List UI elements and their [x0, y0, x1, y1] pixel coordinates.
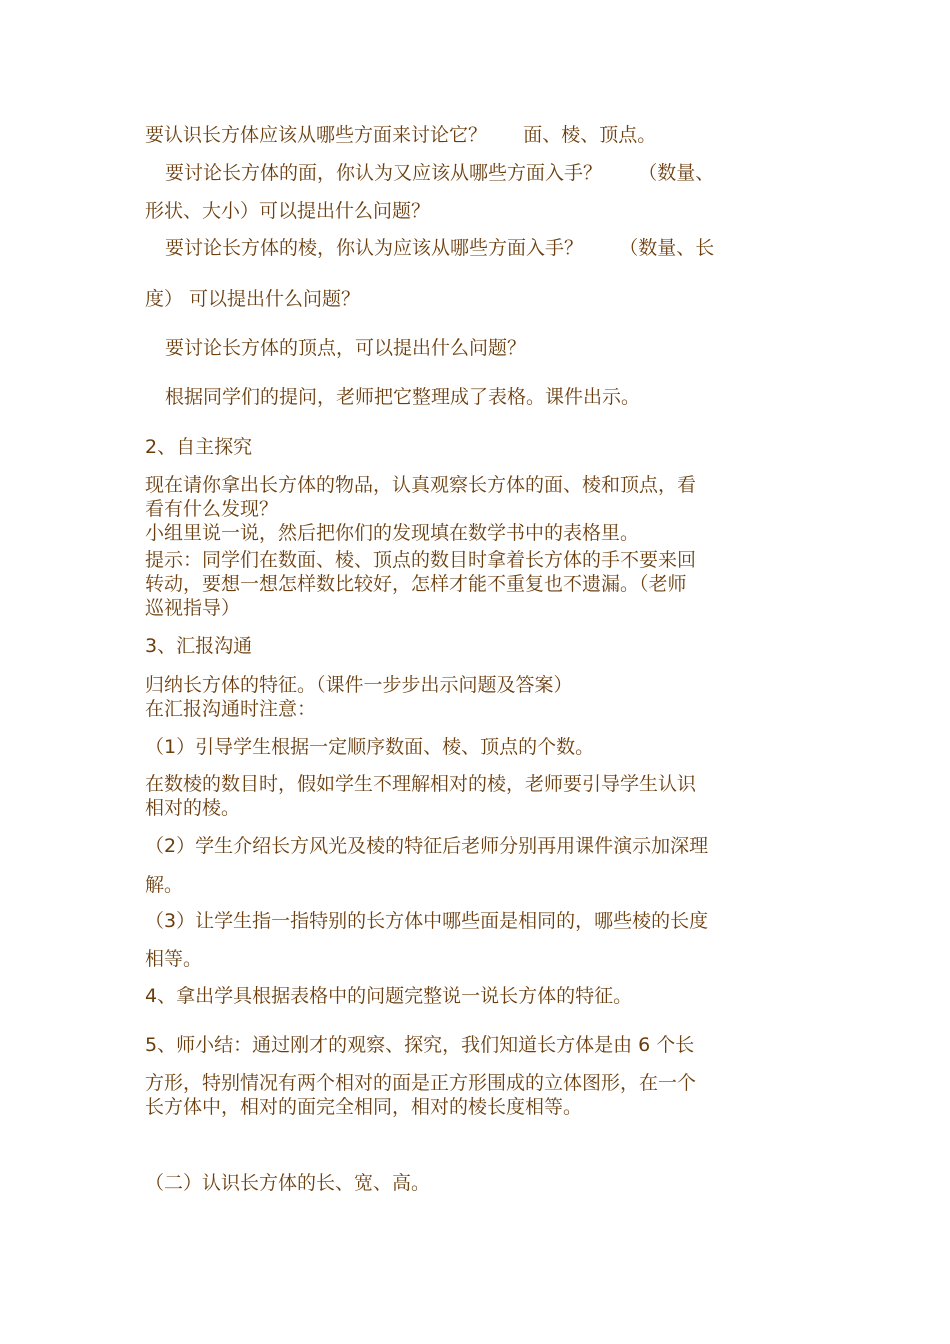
paragraph-line: 要讨论长方体的顶点，可以提出什么问题？: [165, 337, 527, 359]
section-heading: 5、师小结：通过刚才的观察、探究，我们知道长方体是由 6 个长: [145, 1034, 695, 1056]
paragraph-line: 相对的棱。: [145, 797, 241, 819]
paragraph-line: 形状、大小）可以提出什么问题？: [145, 200, 431, 222]
section-heading: 4、拿出学具根据表格中的问题完整说一说长方体的特征。: [145, 985, 633, 1007]
paragraph-line: 要讨论长方体的面，你认为又应该从哪些方面入手？ （数量、: [165, 162, 715, 184]
paragraph-line: （3）让学生指一指特别的长方体中哪些面是相同的，哪些棱的长度: [145, 910, 709, 932]
paragraph-line: 小组里说一说，然后把你们的发现填在数学书中的表格里。: [145, 522, 640, 544]
section-heading: （二）认识长方体的长、宽、高。: [145, 1172, 431, 1194]
paragraph-line: 方形，特别情况有两个相对的面是正方形围成的立体图形，在一个: [145, 1072, 697, 1094]
paragraph-line: 转动，要想一想怎样数比较好，怎样才能不重复也不遗漏。（老师: [145, 573, 687, 595]
paragraph-line: 现在请你拿出长方体的物品，认真观察长方体的面、棱和顶点，看: [145, 474, 697, 496]
paragraph-line: 归纳长方体的特征。（课件一步步出示问题及答案）: [145, 674, 573, 696]
paragraph-line: （2）学生介绍长方风光及棱的特征后老师分别再用课件演示加深理: [145, 835, 709, 857]
paragraph-line: 要讨论长方体的棱，你认为应该从哪些方面入手？ （数量、长: [165, 237, 715, 259]
paragraph-line: （1）引导学生根据一定顺序数面、棱、顶点的个数。: [145, 736, 595, 758]
paragraph-line: 在数棱的数目时，假如学生不理解相对的棱，老师要引导学生认识: [145, 773, 697, 795]
section-heading: 2、自主探究: [145, 436, 253, 458]
paragraph-line: 相等。: [145, 948, 203, 970]
paragraph-line: 巡视指导）: [145, 597, 241, 619]
section-heading: 3、汇报沟通: [145, 635, 253, 657]
paragraph-line: 提示：同学们在数面、棱、顶点的数目时拿着长方体的手不要来回: [145, 549, 697, 571]
paragraph-line: 解。: [145, 874, 184, 896]
paragraph-line: 看有什么发现？: [145, 498, 279, 520]
paragraph-line: 在汇报沟通时注意：: [145, 698, 317, 720]
paragraph-line: 长方体中，相对的面完全相同，相对的棱长度相等。: [145, 1096, 583, 1118]
paragraph-line: 根据同学们的提问，老师把它整理成了表格。课件出示。: [165, 386, 641, 408]
paragraph-line: 度） 可以提出什么问题？: [145, 288, 361, 310]
paragraph-line: 要认识长方体应该从哪些方面来讨论它？ 面、棱、顶点。: [145, 124, 657, 146]
